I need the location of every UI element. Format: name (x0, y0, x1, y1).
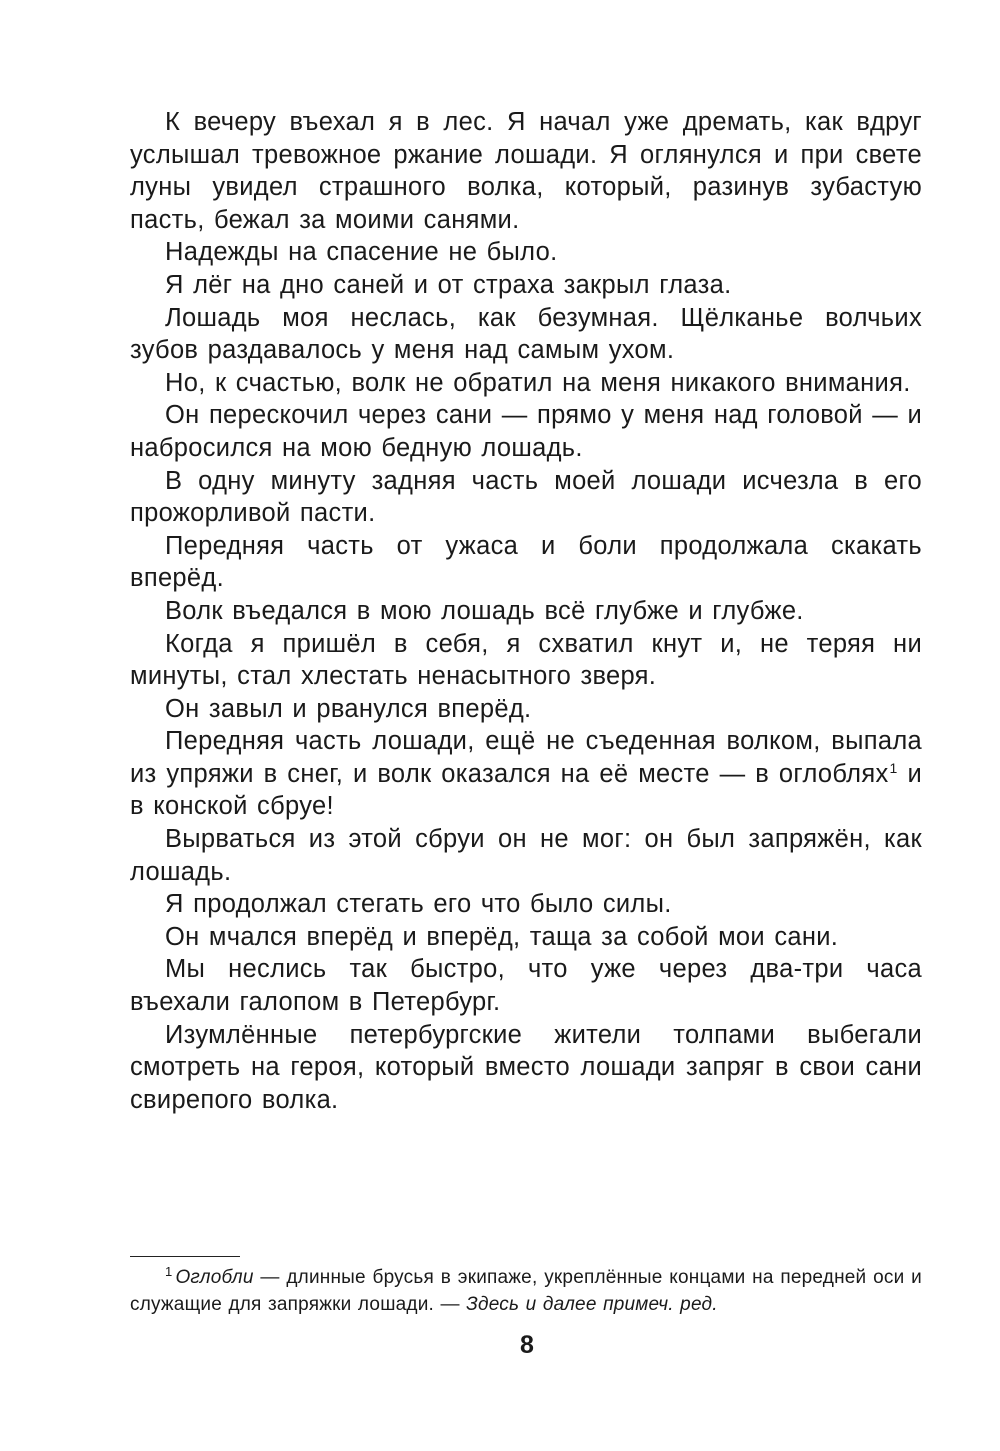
paragraph: Он перескочил через сани — прямо у меня над головой — и набросился на мою бедную лошадь. (130, 401, 922, 462)
footnote-divider (130, 1256, 240, 1257)
paragraph: Лошадь моя неслась, как безумная. Щёлканье волчьих зубов раздавалось у меня над самым ухом. (130, 303, 922, 365)
footnote-number: 1 (165, 1264, 173, 1279)
main-text (130, 106, 922, 1116)
paragraph: Я продолжал стегать его что было силы. (165, 890, 672, 919)
footnote-definition: — длинные брусья в экипаже, укреплённые концами на передней оси и служащие для запряжки лошади. — (130, 1267, 922, 1315)
paragraph: Я лёг на дно саней и от страха закрыл глаза. (165, 270, 732, 299)
footnote-term: Оглобли (175, 1267, 254, 1288)
paragraph: Когда я пришёл в себя, я схватил кнут и, не теряя ни минуты, стал хлестать ненасытного зверя. (130, 629, 922, 691)
paragraph: Вырваться из этой сбруи он не мог: он был запряжён, как лошадь. (130, 825, 922, 886)
paragraph: Он мчался вперёд и вперёд, таща за собой мои сани. (165, 922, 839, 951)
paragraph: К вечеру въехал я в лес. Я начал уже дремать, как вдруг услышал тревожное ржание лошади. Я оглянулся и при свете луны увидел страшного волка, который, разинув зубастую пасть, бежал за моими санями. (130, 108, 922, 234)
paragraph: Изумлённые петербургские жители толпами выбегали смотреть на героя, который вместо лошади запряг в свои сани свирепого волка. (130, 1020, 922, 1114)
paragraph: Мы неслись так быстро, что уже через два-три часа въехали галопом в Петербург. (130, 955, 922, 1017)
paragraph-text-continued: и в конской сбруе! (130, 759, 922, 821)
paragraph-with-footnote (130, 725, 922, 823)
page-number: 8 (520, 1331, 534, 1359)
footnote-editor-note: Здесь и далее примеч. ред. (466, 1294, 718, 1315)
footnote (130, 1264, 922, 1318)
paragraph: Он завыл и рванулся вперёд. (165, 694, 532, 723)
paragraph: Передняя часть от ужаса и боли продолжала скакать вперёд. (130, 531, 922, 593)
paragraph-text: Передняя часть лошади, ещё не съеденная волком, выпала из упряжи в снег, и волк оказался на её месте — в оглоблях (130, 727, 922, 788)
paragraph: Волк въедался в мою лошадь всё глубже и глубже. (165, 596, 804, 625)
paragraph: Но, к счастью, волк не обратил на меня никакого внимания. (165, 368, 911, 397)
paragraph: Надежды на спасение не было. (165, 238, 558, 267)
paragraph: В одну минуту задняя часть моей лошади исчезла в его прожорливой пасти. (130, 466, 922, 528)
footnote-reference-marker[interactable]: 1 (889, 759, 898, 776)
